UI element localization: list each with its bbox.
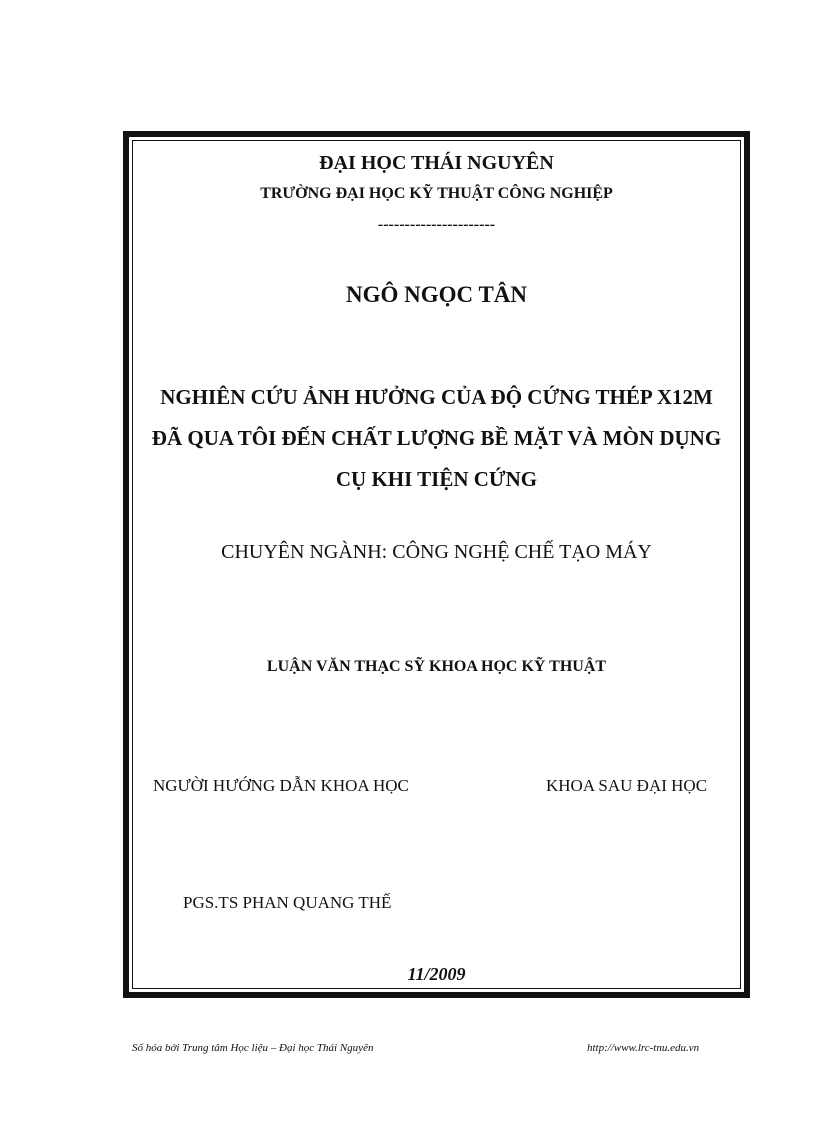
faculty-label: KHOA SAU ĐẠI HỌC (546, 776, 708, 795)
thesis-title-line-2: ĐÃ QUA TÔI ĐẾN CHẤT LƯỢNG BỀ MẶT VÀ MÒN DỤNG (151, 426, 722, 450)
divider-dashes: ---------------------- (377, 216, 496, 233)
thesis-title-line-3: CỤ KHI TIỆN CỨNG (335, 467, 538, 491)
supervisor-label: NGƯỜI HƯỚNG DẪN KHOA HỌC (153, 776, 409, 795)
author-name: NGÔ NGỌC TÂN (345, 282, 528, 307)
footer-url: http://www.lrc-tnu.edu.vn (587, 1042, 700, 1054)
thesis-title (133, 377, 740, 500)
university-name: ĐẠI HỌC THÁI NGUYÊN (319, 152, 554, 174)
cover-frame-inner-border (132, 140, 741, 989)
major-label: CHUYÊN NGÀNH: CÔNG NGHỆ CHẾ TẠO MÁY (221, 541, 652, 563)
degree-label: LUẬN VĂN THẠC SỸ KHOA HỌC KỸ THUẬT (266, 658, 607, 675)
footer-digitized-by: Số hóa bởi Trung tâm Học liệu – Đại học Thái Nguyên (132, 1042, 374, 1054)
thesis-title-line-1: NGHIÊN CỨU ẢNH HƯỞNG CỦA ĐỘ CỨNG THÉP X12M (160, 385, 713, 409)
cover-frame (123, 131, 750, 998)
date: 11/2009 (407, 964, 466, 984)
school-name: TRƯỜNG ĐẠI HỌC KỸ THUẬT CÔNG NGHIỆP (260, 185, 613, 202)
supervisor-name: PGS.TS PHAN QUANG THẾ (183, 893, 392, 912)
